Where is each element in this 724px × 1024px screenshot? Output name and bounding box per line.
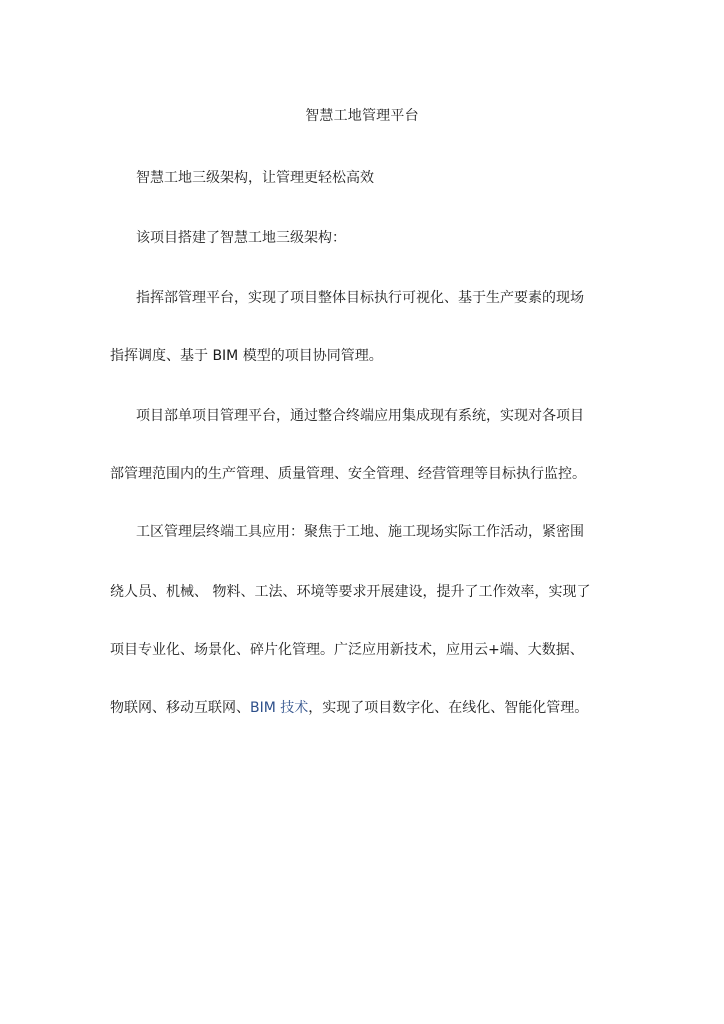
paragraph-3-line-4-prefix: 物联网、移动互联网、	[110, 700, 250, 716]
paragraph-1-line-2: 指挥调度、基于 BIM 模型的项目协同管理。	[110, 348, 383, 364]
paragraph-3-line-2: 绕人员、机械、 物料、工法、环境等要求开展建设，提升了工作效率，实现了	[110, 584, 591, 600]
paragraph-2-line-2: 部管理范围内的生产管理、质量管理、安全管理、经营管理等目标执行监控。	[110, 466, 586, 482]
paragraph-2-line-1: 项目部单项目管理平台，通过整合终端应用集成现有系统，实现对各项目	[136, 408, 584, 424]
paragraph-3-line-4	[110, 698, 610, 718]
bim-technology-link[interactable]: BIM 技术	[250, 700, 309, 716]
document-title: 智慧工地管理平台	[305, 108, 419, 124]
paragraph-1-line-1: 指挥部管理平台，实现了项目整体目标执行可视化、基于生产要素的现场	[136, 290, 584, 306]
paragraph-3-line-4-suffix: ，实现了项目数字化、在线化、智能化管理。	[308, 700, 589, 716]
section-heading: 智慧工地三级架构，让管理更轻松高效	[136, 170, 374, 186]
intro-paragraph: 该项目搭建了智慧工地三级架构：	[136, 230, 346, 246]
paragraph-3-line-3: 项目专业化、场景化、碎片化管理。广泛应用新技术，应用云+端、大数据、	[110, 642, 584, 658]
paragraph-3-line-1: 工区管理层终端工具应用：聚焦于工地、施工现场实际工作活动，紧密围	[136, 524, 584, 540]
